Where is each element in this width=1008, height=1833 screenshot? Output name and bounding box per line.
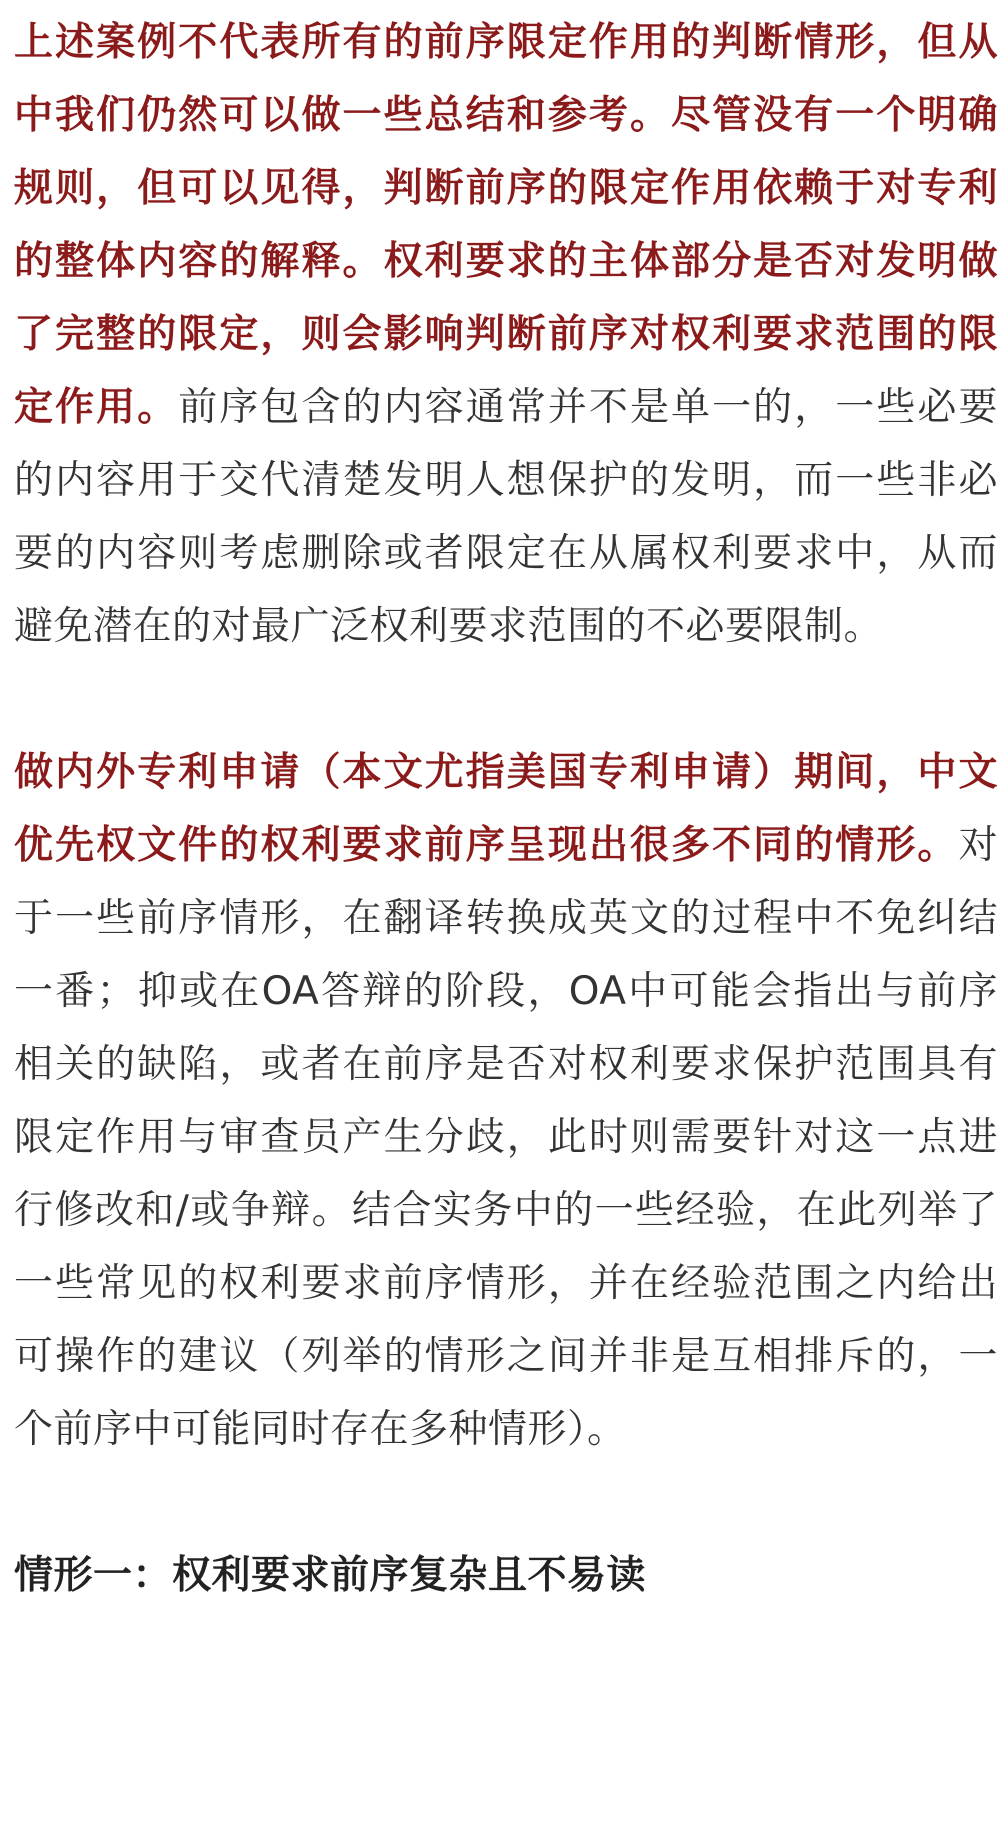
highlighted-text: 上述案例不代表所有的前序限定作用的判断情形，但从中我们仍然可以做一些总结和参考。尽管没有一个明确规则，但可以见得，判断前序的限定作用依赖于对专利的整体内容的解释。权利要求的主体部分是否对发明做了完整的限定，则会影响判断前序对权利要求范围的限定作用。 [14, 20, 998, 430]
section-heading: 情形一：权利要求前序复杂且不易读 [14, 1553, 647, 1598]
paragraph-spacer [14, 1466, 998, 1539]
highlighted-text: 做内外专利申请（本文尤指美国专利申请）期间，中文优先权文件的权利要求前序呈现出很多不同的情形。 [14, 750, 998, 868]
paragraph-spacer [14, 663, 998, 736]
paragraph-summary [14, 6, 998, 663]
paragraph-intro [14, 736, 998, 1466]
body-text: 对于一些前序情形，在翻译转换成英文的过程中不免纠结一番；抑或在OA答辩的阶段，OA中可能会指出与前序相关的缺陷，或者在前序是否对权利要求保护范围具有限定作用与审查员产生分歧，此时则需要针对这一点进行修改和/或争辩。结合实务中的一些经验，在此列举了一些常见的权利要求前序情形，并在经验范围之内给出可操作的建议（列举的情形之间并非是互相排斥的，一个前序中可能同时存在多种情形）。 [14, 823, 998, 1452]
body-text: 前序包含的内容通常并不是单一的，一些必要的内容用于交代清楚发明人想保护的发明，而一些非必要的内容则考虑删除或者限定在从属权利要求中，从而避免潜在的对最广泛权利要求范围的不必要限制。 [14, 385, 998, 649]
